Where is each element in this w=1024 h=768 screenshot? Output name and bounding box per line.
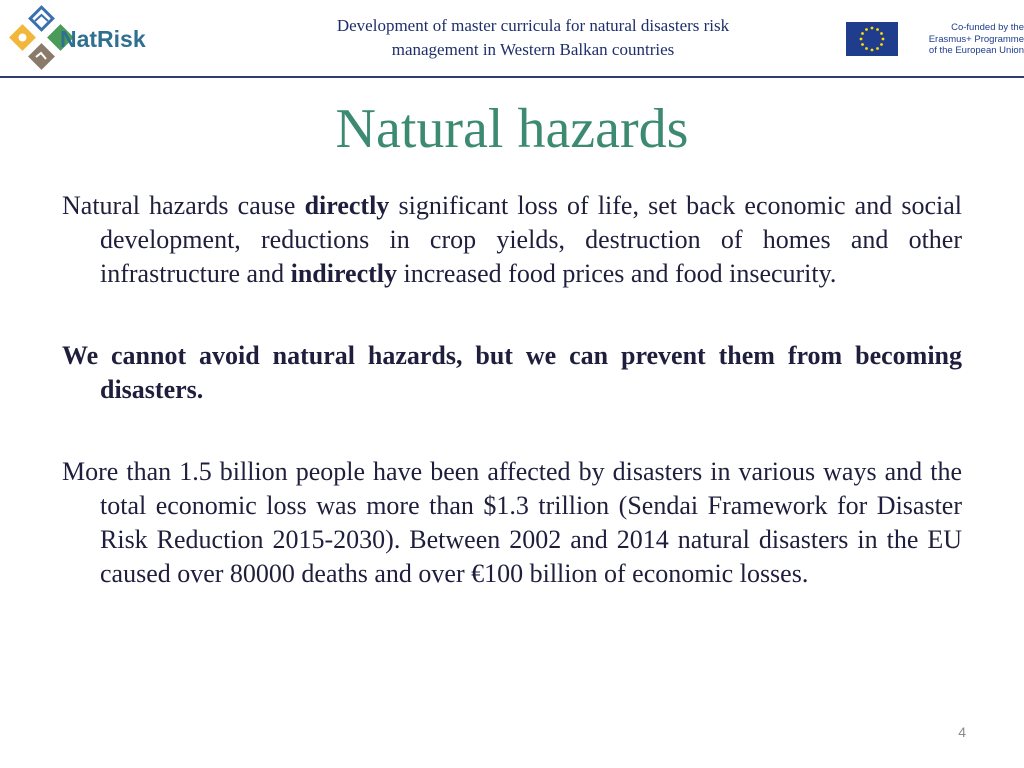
logo-wordmark: NatRisk <box>60 26 146 52</box>
eu-text-line2: Erasmus+ Programme <box>928 33 1024 45</box>
paragraph-statistics: More than 1.5 billion people have been affected by disasters in various ways and the total economic loss was more than $1.3 trillion (Sendai Framework for Disaster Risk Reduction 2015-2030). Between 2002 and 2014 natural disasters in the EU caused over 80000 deaths and over €100 billion of economic losses. <box>62 457 962 588</box>
slide-header <box>0 0 1024 80</box>
paragraph-prevention <box>62 339 962 407</box>
para2-bold-text: We cannot avoid natural hazards, but we can prevent them from becoming disasters. <box>62 341 962 404</box>
slide-title: Natural hazards <box>335 98 689 160</box>
eu-cofunding-text <box>904 22 1024 57</box>
para1-bold-indirectly: indirectly <box>290 259 397 288</box>
project-subtitle <box>240 14 826 62</box>
paragraph-impacts <box>62 189 962 291</box>
slide-body <box>62 189 962 591</box>
para1-text-1: Natural hazards cause <box>62 191 305 220</box>
eu-flag-icon <box>846 22 898 56</box>
eu-text-line1: Co-funded by the <box>951 22 1024 33</box>
para1-bold-directly: directly <box>304 191 390 220</box>
header-divider <box>0 76 1024 78</box>
page-number: 4 <box>958 724 966 740</box>
eu-cofunding-logo <box>846 22 1022 60</box>
eu-text-line3: of the European Union <box>928 45 1024 56</box>
para1-text-3: increased food prices and food insecurity. <box>397 259 837 288</box>
project-subtitle-line1: Development of master curricula for natural disasters risk <box>336 16 730 35</box>
project-subtitle-line2: management in Western Balkan countries <box>391 40 675 59</box>
para1-text-2: significant loss of life, set back economic and social development, reductions in crop yields, destruction of homes and other infrastructure and <box>100 191 962 288</box>
natrisk-logo <box>4 4 164 70</box>
